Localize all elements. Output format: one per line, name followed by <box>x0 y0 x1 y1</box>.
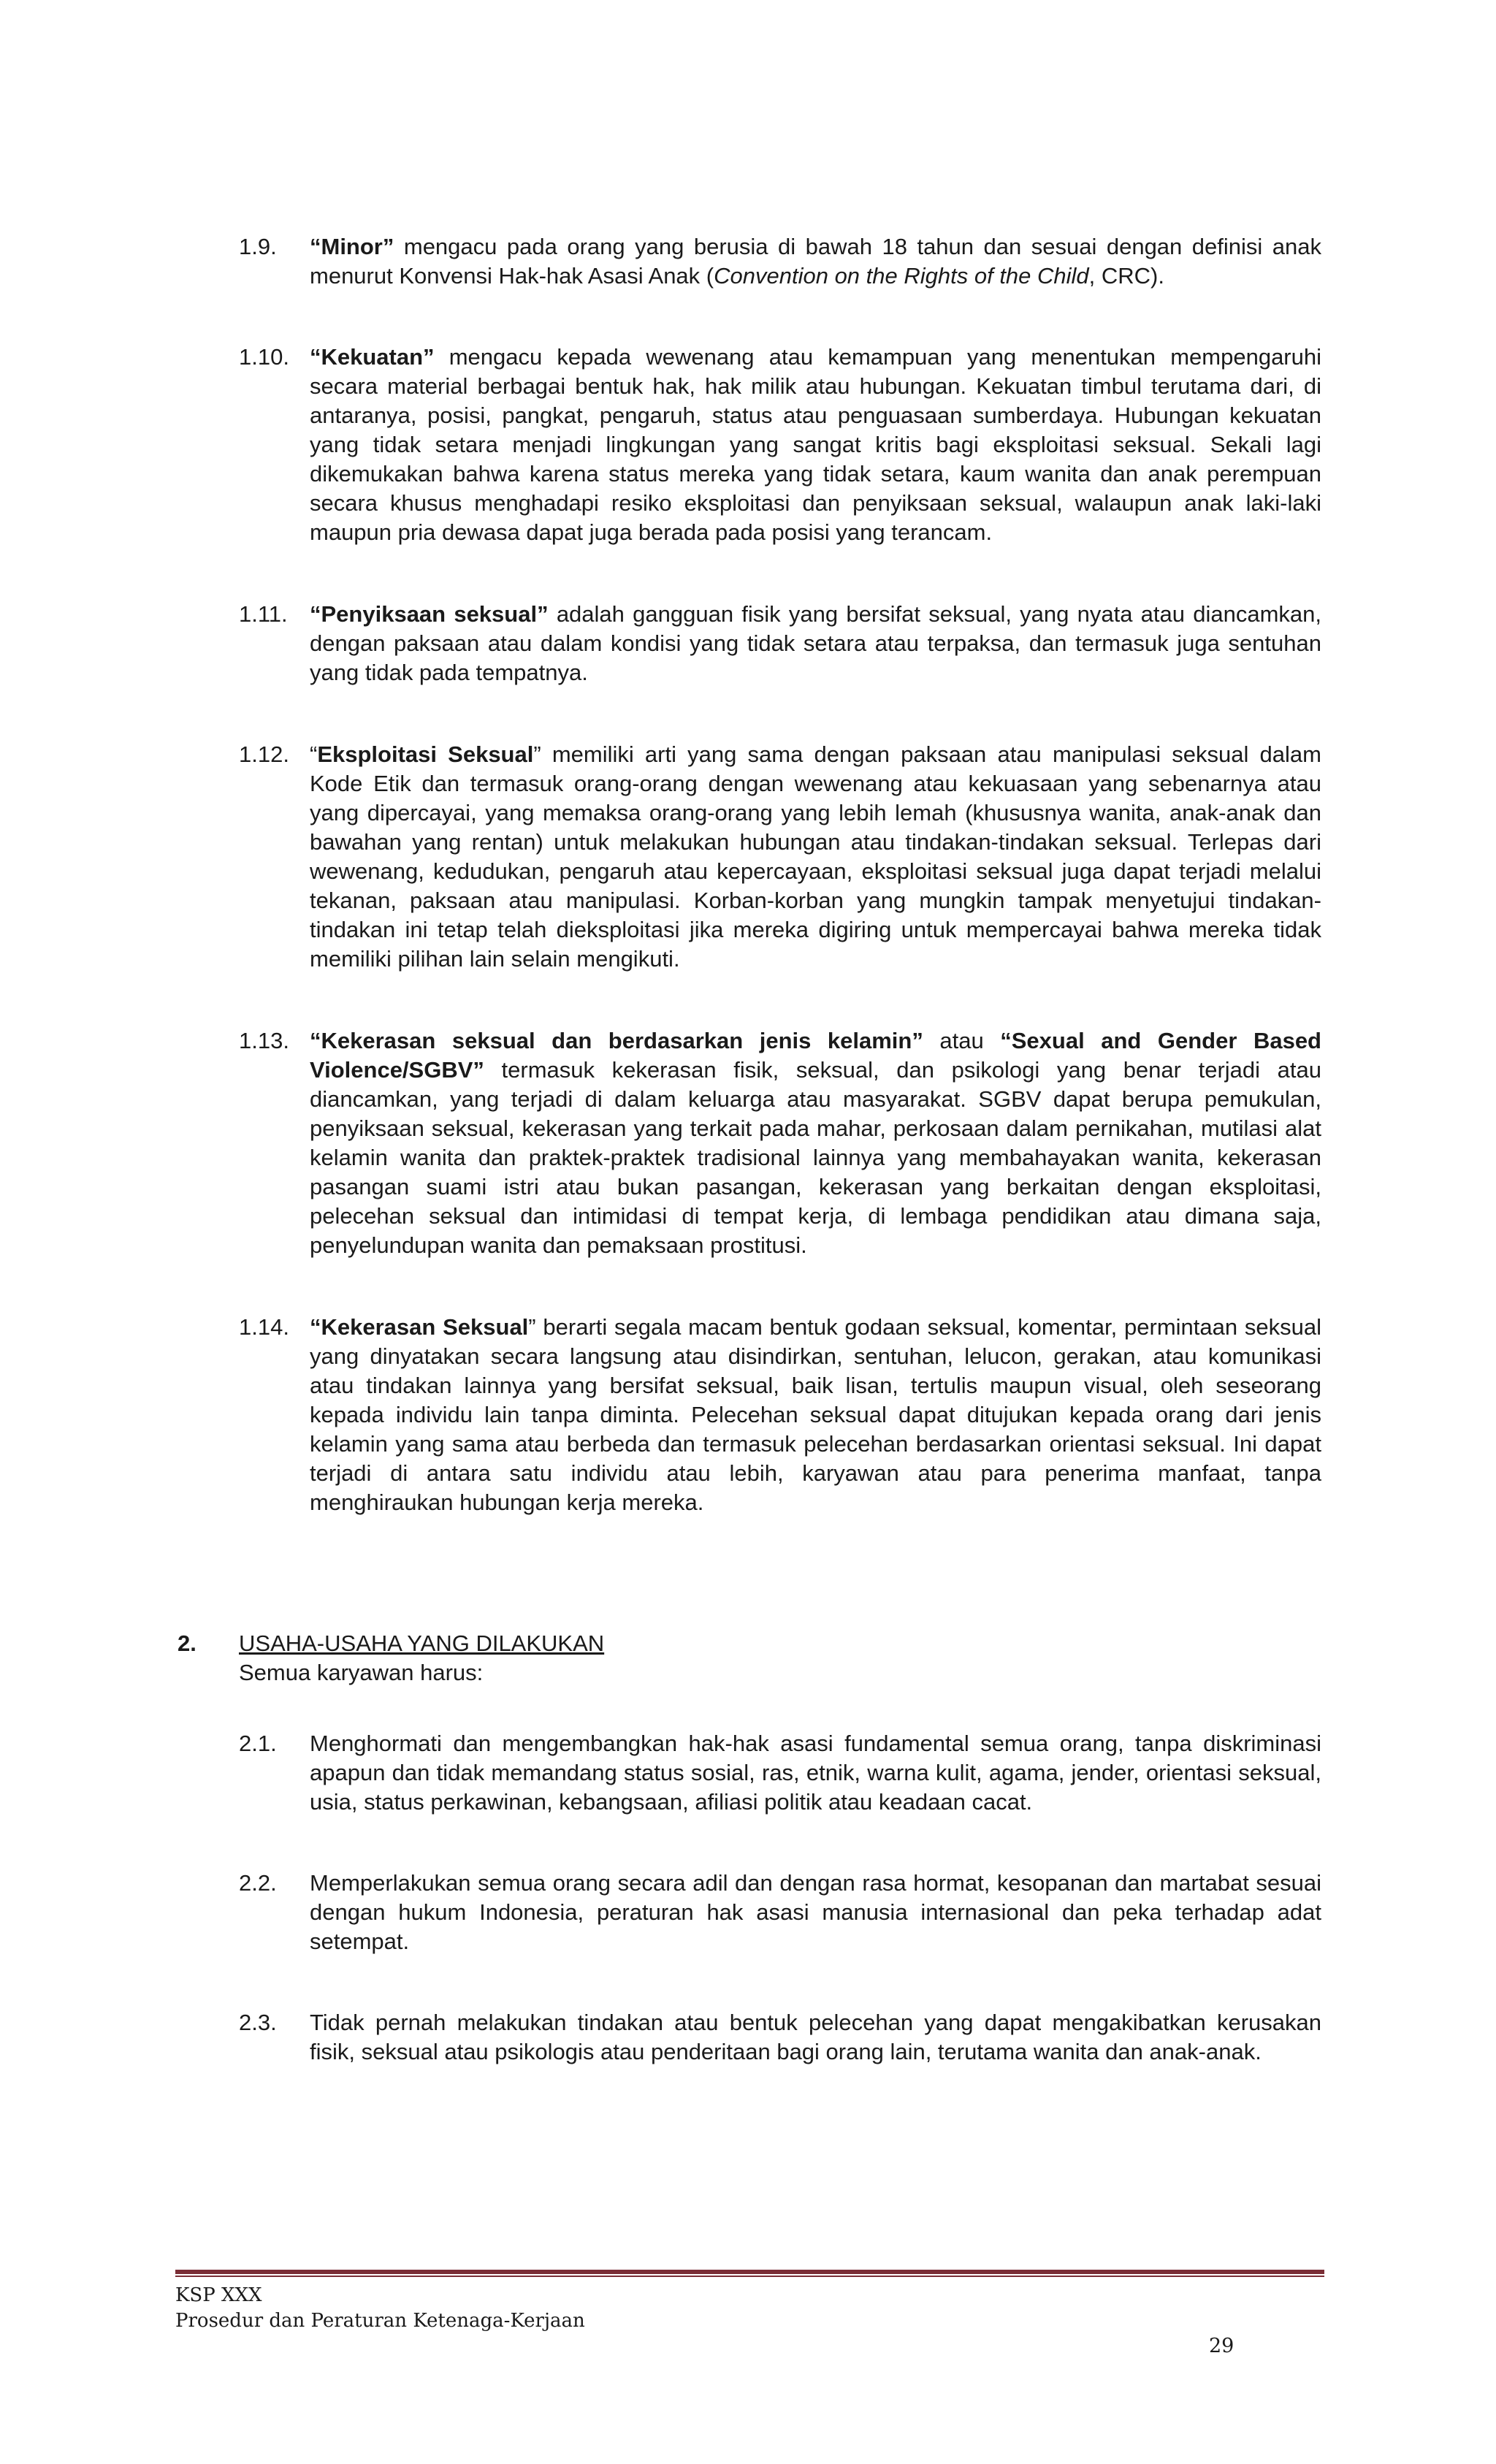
footer-org: KSP XXX <box>175 2284 262 2306</box>
item-number: 1.9. <box>239 234 277 259</box>
item-number: 1.12. <box>239 741 289 767</box>
item-number: 1.10. <box>239 344 289 370</box>
definition-item <box>239 740 1321 974</box>
footer-doc-title: Prosedur dan Peraturan Ketenaga-Kerjaan <box>175 2310 585 2332</box>
item-number: 1.11. <box>239 601 288 627</box>
page-footer <box>175 2283 585 2334</box>
section-heading <box>178 1629 1321 1687</box>
definition-text: “Kekerasan Seksual” berarti segala macam bentuk godaan seksual, komentar, permintaan seksual yang dinyatakan secara langsung atau disindirkan, sentuhan, lelucon, gerakan, atau komunikasi atau tindakan lainnya yang bersifat seksual, baik lisan, tertulis maupun visual, oleh seseorang kepada individu lain tanpa diminta. Pelecehan seksual dapat ditujukan kepada orang dari jenis kelamin yang sama atau berbeda dan termasuk pelecehan berdasarkan orientasi seksual. Ini dapat terjadi di antara satu individu atau lebih, karyawan atau para penerima manfaat, tanpa menghiraukan hubungan kerja mereka. <box>310 1314 1321 1515</box>
definition-text: “Eksploitasi Seksual” memiliki arti yang sama dengan paksaan atau manipulasi seksual dalam Kode Etik dan termasuk orang-orang dengan wewenang atau kekuasaan yang sebenarnya atau yang dipercayai, yang memaksa orang-orang yang lebih lemah (khususnya wanita, anak-anak dan bawahan yang rentan) untuk melakukan hubungan atau tindakan-tindakan seksual. Terlepas dari wewenang, kedudukan, pengaruh atau kepercayaan, eksploitasi seksual juga dapat terjadi melalui tekanan, paksaan atau manipulasi. Korban-korban yang mungkin tampak menyetujui tindakan-tindakan ini tetap telah dieksploitasi jika mereka digiring untuk mempercayai bahwa mereka tidak memiliki pilihan lain selain mengikuti. <box>310 741 1321 972</box>
item-number: 2.2. <box>239 1870 277 1896</box>
section-title: USAHA-USAHA YANG DILAKUKAN <box>239 1630 605 1656</box>
item-number: 1.14. <box>239 1314 289 1340</box>
definition-item <box>239 1313 1321 1517</box>
page-number: 29 <box>1209 2335 1234 2357</box>
footer-divider-thick <box>175 2270 1324 2274</box>
obligation-text: Menghormati dan mengembangkan hak-hak asasi fundamental semua orang, tanpa diskriminasi apapun dan tidak memandang status sosial, ras, etnik, warna kulit, agama, jender, orientasi seksual, usia, status perkawinan, kebangsaan, afiliasi politik atau keadaan cacat. <box>310 1731 1321 1815</box>
footer-divider-thin <box>175 2276 1324 2277</box>
section-title-line <box>239 1629 1321 1658</box>
obligation-item <box>239 1869 1321 1956</box>
page-content <box>178 232 1321 2067</box>
definition-item <box>239 1026 1321 1260</box>
definition-item <box>239 343 1321 547</box>
definition-item <box>239 232 1321 291</box>
item-number: 1.13. <box>239 1028 289 1053</box>
section-intro: Semua karyawan harus: <box>239 1660 484 1685</box>
obligation-text: Memperlakukan semua orang secara adil dan dengan rasa hormat, kesopanan dan martabat sesuai dengan hukum Indonesia, peraturan hak asasi manusia internasional dan peka terhadap adat setempat. <box>310 1870 1321 1954</box>
item-number: 2.3. <box>239 2010 277 2035</box>
definition-text: “Penyiksaan seksual” adalah gangguan fisik yang bersifat seksual, yang nyata atau diancamkan, dengan paksaan atau dalam kondisi yang tidak setara atau terpaksa, dan termasuk juga sentuhan yang tidak pada tempatnya. <box>310 601 1321 685</box>
item-number: 2.1. <box>239 1731 277 1756</box>
section-number: 2. <box>178 1630 196 1656</box>
footer-divider <box>175 2270 1324 2278</box>
definition-item <box>239 600 1321 687</box>
definition-text: “Kekuatan” mengacu kepada wewenang atau kemampuan yang menentukan mempengaruhi secara material berbagai bentuk hak, hak milik atau hubungan. Kekuatan timbul terutama dari, di antaranya, posisi, pangkat, pengaruh, status atau penguasaan sumberdaya. Hubungan kekuatan yang tidak setara menjadi lingkungan yang sangat kritis bagi eksploitasi seksual. Sekali lagi dikemukakan bahwa karena status mereka yang tidak setara, kaum wanita dan anak perempuan secara khusus menghadapi resiko eksploitasi dan penyiksaan seksual, walaupun anak laki-laki maupun pria dewasa dapat juga berada pada posisi yang terancam. <box>310 344 1321 545</box>
definition-text: “Minor” mengacu pada orang yang berusia di bawah 18 tahun dan sesuai dengan definisi anak menurut Konvensi Hak-hak Asasi Anak (Convention on the Rights of the Child, CRC). <box>310 234 1321 289</box>
obligation-text: Tidak pernah melakukan tindakan atau bentuk pelecehan yang dapat mengakibatkan kerusakan fisik, seksual atau psikologis atau penderitaan bagi orang lain, terutama wanita dan anak-anak. <box>310 2010 1321 2064</box>
obligation-item <box>239 2008 1321 2067</box>
definition-text: “Kekerasan seksual dan berdasarkan jenis kelamin” atau “Sexual and Gender Based Violence/SGBV” termasuk kekerasan fisik, seksual, dan psikologi yang benar terjadi atau diancamkan, yang terjadi di dalam keluarga atau masyarakat. SGBV dapat berupa pemukulan, penyiksaan seksual, kekerasan yang terkait pada mahar, perkosaan dalam pernikahan, mutilasi alat kelamin wanita dan praktek-praktek tradisional lainnya yang membahayakan wanita, kekerasan pasangan suami istri atau bukan pasangan, kekerasan yang berkaitan dengan eksploitasi, pelecehan seksual dan intimidasi di tempat kerja, di lembaga pendidikan atau dimana saja, penyelundupan wanita dan pemaksaan prostitusi. <box>310 1028 1321 1258</box>
obligation-item <box>239 1729 1321 1817</box>
